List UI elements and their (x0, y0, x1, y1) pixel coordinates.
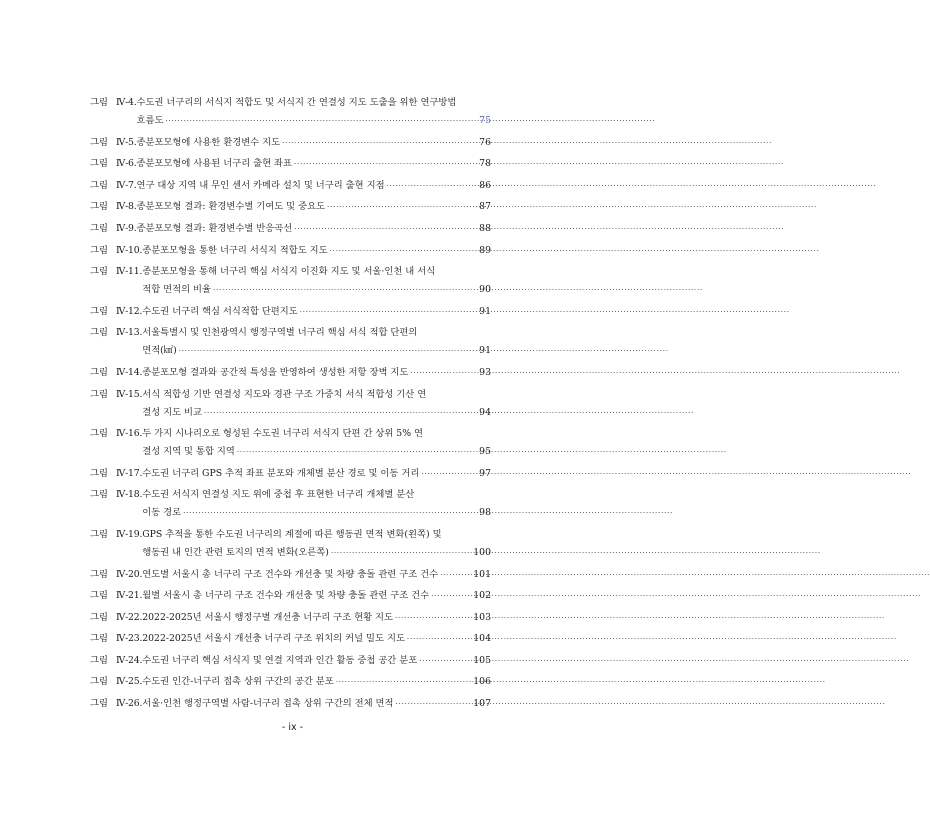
page-number-link[interactable]: 88 (479, 222, 491, 234)
figure-number: Ⅳ-22. (116, 611, 143, 623)
page-number-link[interactable]: 107 (473, 698, 491, 710)
figure-title-line (142, 242, 491, 260)
figure-title-text: 종분포모형에 사용된 너구리 출현 좌표 (136, 158, 293, 170)
figure-entry[interactable] (90, 425, 491, 461)
figure-title-text: 두 가지 시나리오로 형성된 수도권 너구리 서식지 단편 간 상위 5% 연 (142, 428, 423, 440)
figure-number: Ⅳ-21. (116, 590, 143, 602)
figure-prefix: 그림 (90, 327, 108, 339)
dot-leader (294, 220, 477, 238)
figure-title-text: 종분포모형을 통한 너구리 서식지 적합도 지도 (142, 244, 328, 256)
figure-number: Ⅳ-19. (116, 528, 143, 540)
figure-title-text: 흐름도 (136, 115, 164, 126)
figure-title-text: 종분포모형 결과와 공간적 특성을 반영하여 생성한 저항 장벽 지도 (142, 366, 409, 378)
dot-leader (179, 342, 477, 360)
page-number-link[interactable]: 93 (479, 366, 491, 378)
figure-title-text: GPS 추적을 통한 수도권 너구리의 계절에 따른 행동권 면적 변화(왼쪽) 및 (142, 528, 442, 540)
figure-title-text: 수도권 서식지 연결성 지도 위에 중첩 후 표현한 너구리 개체별 분산 (142, 489, 415, 501)
figure-entry[interactable] (90, 566, 491, 584)
figure-title-block (142, 386, 491, 422)
dot-leader (183, 504, 477, 522)
dot-leader (294, 155, 477, 173)
figure-title-block (142, 465, 491, 483)
figure-title-block (142, 303, 491, 321)
page-number-link[interactable]: 97 (479, 467, 491, 479)
figure-prefix: 그림 (90, 388, 108, 400)
figure-title-block (137, 177, 492, 195)
page-number-link[interactable]: 75 (479, 115, 491, 126)
figure-title-line (142, 465, 491, 483)
figure-title-line (142, 263, 491, 281)
figure-title-block (137, 155, 492, 173)
figure-title-line (137, 177, 492, 195)
figure-entry[interactable] (90, 324, 491, 360)
figure-entry[interactable] (90, 652, 491, 670)
figure-prefix: 그림 (90, 676, 108, 688)
figure-number: Ⅳ-5. (116, 136, 137, 148)
figure-entry[interactable] (90, 526, 491, 562)
figure-prefix: 그림 (90, 489, 108, 501)
figure-number: Ⅳ-23. (116, 633, 143, 645)
dot-leader (165, 112, 477, 130)
figure-entry[interactable] (90, 177, 491, 195)
figure-prefix: 그림 (90, 266, 108, 278)
page-number-link[interactable]: 95 (479, 446, 491, 458)
page-number-link[interactable]: 94 (479, 406, 491, 418)
figure-prefix: 그림 (90, 222, 108, 234)
figure-title-text: 수도권 너구리 핵심 서식지 및 연결 지역과 인간 활동 중첩 공간 분포 (142, 654, 418, 666)
dot-leader (395, 609, 471, 627)
figure-title-block (137, 220, 492, 238)
figure-title-line (142, 652, 491, 670)
figure-title-block (142, 486, 491, 522)
page-number-link[interactable]: 101 (473, 568, 491, 580)
figure-title-line (142, 566, 491, 584)
figure-title-line (142, 695, 491, 713)
figure-prefix: 그림 (90, 654, 108, 666)
figure-prefix: 그림 (90, 467, 108, 479)
page-number-link[interactable]: 86 (479, 179, 491, 191)
figure-number: Ⅳ-24. (116, 654, 143, 666)
figure-prefix: 그림 (90, 97, 108, 108)
figure-title-text: 적합 면적의 비율 (142, 284, 211, 296)
figure-prefix: 그림 (90, 201, 108, 213)
page-number-link[interactable]: 76 (479, 136, 491, 148)
figure-prefix: 그림 (90, 590, 108, 602)
figure-title-line (137, 198, 492, 216)
dot-leader (331, 544, 471, 562)
figure-entry[interactable] (90, 364, 491, 382)
figure-title-line (142, 281, 491, 299)
page-number-link[interactable]: 100 (473, 546, 491, 558)
figure-title-text: 행동권 내 인간 관련 토지의 면적 변화(오른쪽) (142, 546, 329, 558)
figure-title-text: 서울특별시 및 인천광역시 행정구역별 너구리 핵심 서식 적합 단편의 (142, 327, 418, 339)
dot-leader (410, 364, 477, 382)
figure-title-line (137, 155, 492, 173)
figure-title-text: 종분포모형에 사용한 환경변수 지도 (136, 136, 281, 148)
figure-title-line (142, 587, 491, 605)
figure-title-line (142, 324, 491, 342)
figure-title-block (142, 526, 491, 562)
figure-title-text: 이동 경로 (142, 507, 182, 519)
figure-title-block (142, 242, 491, 260)
figure-title-block (142, 609, 491, 627)
dot-leader (431, 587, 471, 605)
figure-title-text: 종분포모형 결과: 환경변수별 반응곡선 (136, 222, 293, 234)
figure-prefix: 그림 (90, 244, 108, 256)
page-number-link[interactable]: 89 (479, 244, 491, 256)
figure-title-text: 수도권 인간-너구리 접촉 상위 구간의 공간 분포 (142, 676, 334, 688)
dot-leader (300, 303, 477, 321)
page-number-link[interactable]: 105 (473, 654, 491, 666)
figure-title-block (142, 587, 491, 605)
figure-number: Ⅳ-7. (116, 179, 137, 191)
figure-title-line (142, 673, 491, 691)
figure-prefix: 그림 (90, 528, 108, 540)
page-number-link[interactable]: 104 (473, 633, 491, 645)
figure-entry[interactable] (90, 630, 491, 648)
figure-number: Ⅳ-8. (116, 201, 137, 213)
figure-title-text: 2022-2025년 서울시 개선충 너구리 구조 위치의 커널 밀도 지도 (142, 633, 405, 645)
figure-title-line (142, 364, 491, 382)
figure-title-text: 서식 적합성 기반 연결성 지도와 경관 구조 가중치 서식 적합성 기산 연 (142, 388, 427, 400)
figure-title-text: 종분포모형 결과: 환경변수별 기여도 및 중요도 (136, 201, 326, 213)
dot-leader (396, 695, 472, 713)
page-number-link[interactable]: 98 (479, 507, 491, 519)
page-number-link[interactable]: 87 (479, 201, 491, 213)
dot-leader (440, 566, 471, 584)
figure-number: Ⅳ-17. (116, 467, 143, 479)
figure-number: Ⅳ-11. (116, 266, 143, 278)
page-number-link[interactable]: 90 (479, 284, 491, 296)
figure-title-block (137, 94, 492, 130)
figure-title-text: 연도별 서울시 총 너구리 구조 건수와 개선충 및 차량 충돌 관련 구조 건수 (142, 568, 439, 580)
figure-number: Ⅳ-14. (116, 366, 143, 378)
figure-title-block (142, 673, 491, 691)
figure-entry[interactable] (90, 587, 491, 605)
figure-entry[interactable] (90, 220, 491, 238)
figure-number: Ⅳ-12. (116, 305, 143, 317)
figure-entry[interactable] (90, 609, 491, 627)
dot-leader (419, 652, 471, 670)
figure-number: Ⅳ-6. (116, 158, 137, 170)
figure-title-block (142, 263, 491, 299)
figure-entry[interactable] (90, 155, 491, 173)
figure-number: Ⅳ-16. (116, 428, 143, 440)
figure-number: Ⅳ-18. (116, 489, 143, 501)
figure-prefix: 그림 (90, 136, 108, 148)
figure-list (90, 94, 491, 717)
figure-entry[interactable] (90, 94, 491, 130)
dot-leader (327, 198, 477, 216)
figure-entry[interactable] (90, 695, 491, 713)
figure-entry[interactable] (90, 673, 491, 691)
figure-title-block (137, 198, 492, 216)
figure-number: Ⅳ-4. (116, 97, 137, 108)
figure-entry[interactable] (90, 465, 491, 483)
figure-title-line (142, 504, 491, 522)
figure-title-line (142, 486, 491, 504)
figure-title-text: 결성 지도 비교 (142, 406, 203, 418)
dot-leader (421, 465, 477, 483)
figure-title-line (137, 94, 492, 112)
dot-leader (387, 177, 478, 195)
figure-title-text: 연구 대상 지역 내 무인 센서 카메라 설치 및 너구리 출현 지점 (136, 179, 385, 191)
figure-prefix: 그림 (90, 305, 108, 317)
figure-number: Ⅳ-13. (116, 327, 143, 339)
dot-leader (237, 443, 477, 461)
figure-prefix: 그림 (90, 611, 108, 623)
figure-title-block (142, 324, 491, 360)
page-number-link[interactable]: 106 (473, 676, 491, 688)
figure-title-block (142, 652, 491, 670)
figure-title-text: 결성 지역 및 통합 지역 (142, 446, 235, 458)
figure-title-block (142, 630, 491, 648)
figure-number: Ⅳ-10. (116, 244, 143, 256)
figure-title-line (142, 443, 491, 461)
figure-title-text: 종분포모형을 통해 너구리 핵심 서식지 이진화 지도 및 서울·인천 내 서식 (142, 266, 436, 278)
figure-title-line (142, 630, 491, 648)
figure-title-line (137, 134, 492, 152)
figure-title-block (137, 134, 492, 152)
figure-title-block (142, 695, 491, 713)
dot-leader (330, 242, 478, 260)
figure-title-text: 2022-2025년 서울시 행정구별 개선충 너구리 구조 현황 지도 (142, 611, 393, 623)
figure-prefix: 그림 (90, 179, 108, 191)
dot-leader (204, 404, 477, 422)
dot-leader (407, 630, 471, 648)
page-number-link[interactable]: 102 (473, 590, 491, 602)
figure-title-block (142, 566, 491, 584)
figure-title-text: 수도권 너구리 핵심 서식적합 단편지도 (142, 305, 298, 317)
figure-title-text: 월별 서울시 총 너구리 구조 건수와 개선충 및 차량 충돌 관련 구조 건수 (142, 590, 430, 602)
figure-title-line (142, 609, 491, 627)
dot-leader (282, 134, 477, 152)
figure-entry[interactable] (90, 242, 491, 260)
figure-title-line (142, 544, 491, 562)
figure-entry[interactable] (90, 486, 491, 522)
page-number-footer: - ix - (281, 722, 304, 733)
figure-title-line (142, 386, 491, 404)
figure-title-line (142, 404, 491, 422)
figure-prefix: 그림 (90, 158, 108, 170)
figure-prefix: 그림 (90, 568, 108, 580)
figure-title-line (137, 220, 492, 238)
figure-prefix: 그림 (90, 633, 108, 645)
figure-number: Ⅳ-20. (116, 568, 143, 580)
dot-leader (213, 281, 477, 299)
figure-title-block (142, 364, 491, 382)
page-number-link[interactable]: 91 (479, 345, 491, 357)
figure-entry[interactable] (90, 263, 491, 299)
figure-prefix: 그림 (90, 428, 108, 440)
page-number-link[interactable]: 103 (473, 611, 491, 623)
page-number-link[interactable]: 78 (479, 158, 491, 170)
figure-number: Ⅳ-26. (116, 698, 143, 710)
figure-number: Ⅳ-25. (116, 676, 143, 688)
figure-title-text: 수도권 너구리의 서식지 적합도 및 서식지 간 연결성 지도 도출을 위한 연구방법 (136, 97, 457, 108)
figure-title-line (142, 526, 491, 544)
figure-entry[interactable] (90, 134, 491, 152)
figure-number: Ⅳ-15. (116, 388, 143, 400)
figure-title-text: 수도권 너구리 GPS 추적 좌표 분포와 개체별 분산 경로 및 이동 거리 (142, 467, 420, 479)
figure-title-text: 면적(㎢) (142, 345, 177, 357)
figure-title-line (142, 342, 491, 360)
page-number-link[interactable]: 91 (479, 305, 491, 317)
figure-title-block (142, 425, 491, 461)
figure-title-line (142, 303, 491, 321)
figure-prefix: 그림 (90, 366, 108, 378)
figure-title-line (142, 425, 491, 443)
figure-title-line (137, 112, 492, 130)
figure-number: Ⅳ-9. (116, 222, 137, 234)
figure-entry[interactable] (90, 198, 491, 216)
dot-leader (336, 673, 472, 691)
figure-prefix: 그림 (90, 698, 108, 710)
figure-entry[interactable] (90, 303, 491, 321)
figure-entry[interactable] (90, 386, 491, 422)
figure-title-text: 서울·인천 행정구역별 사람-너구리 접촉 상위 구간의 전체 면적 (142, 698, 394, 710)
